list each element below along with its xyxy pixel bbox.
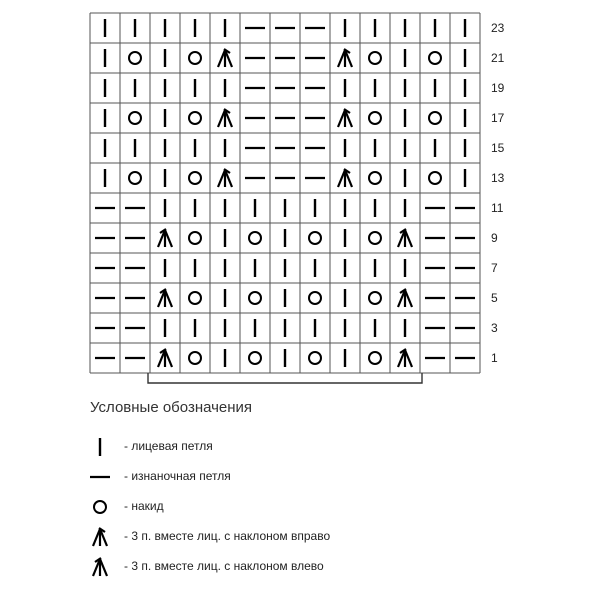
yarn-over-icon xyxy=(189,232,201,244)
row-number: 9 xyxy=(491,231,498,245)
row-number: 19 xyxy=(491,81,505,95)
row-number: 5 xyxy=(491,291,498,305)
k3tog-right-icon xyxy=(218,169,232,187)
k3tog-left-icon xyxy=(158,229,172,247)
row-number: 3 xyxy=(491,321,498,335)
k3tog-right-icon xyxy=(218,49,232,67)
row-number: 17 xyxy=(491,111,505,125)
repeat-bracket xyxy=(148,373,422,383)
purl-stitch-icon xyxy=(88,465,118,489)
knit-stitch-icon xyxy=(88,435,118,459)
yarn-over-icon xyxy=(249,352,261,364)
chart-row xyxy=(105,169,465,187)
yarn-over-icon xyxy=(189,172,201,184)
k3tog-right-icon xyxy=(338,49,352,67)
chart-row xyxy=(95,349,475,367)
yarn-over-icon xyxy=(429,52,441,64)
row-number: 7 xyxy=(491,261,498,275)
legend-title: Условные обозначения xyxy=(90,399,253,416)
row-number: 1 xyxy=(491,351,498,365)
yarn-over-icon xyxy=(429,112,441,124)
legend-text: - 3 п. вместе лиц. с наклоном вправо xyxy=(124,529,331,543)
k3tog-right-icon xyxy=(338,109,352,127)
yarn-over-icon xyxy=(129,112,141,124)
k3tog-right-icon xyxy=(338,169,352,187)
yarn-over-icon xyxy=(189,352,201,364)
k3tog-left-icon xyxy=(398,229,412,247)
yarn-over-icon xyxy=(189,52,201,64)
yarn-over-icon xyxy=(369,232,381,244)
legend-text: - накид xyxy=(124,499,164,513)
yarn-over-icon xyxy=(88,495,118,519)
row-number: 11 xyxy=(491,201,504,215)
yarn-over-icon xyxy=(129,52,141,64)
yarn-over-icon xyxy=(369,292,381,304)
legend-item xyxy=(88,495,508,519)
yarn-over-icon xyxy=(369,172,381,184)
yarn-over-icon xyxy=(309,352,321,364)
yarn-over-icon xyxy=(129,172,141,184)
yarn-over-icon xyxy=(189,292,201,304)
k3tog-left-icon xyxy=(158,289,172,307)
chart-row xyxy=(105,139,465,157)
yarn-over-icon xyxy=(309,232,321,244)
row-number: 13 xyxy=(491,171,505,185)
legend-text: - лицевая петля xyxy=(124,439,213,453)
row-number: 15 xyxy=(491,141,505,155)
k3tog-left-icon xyxy=(398,349,412,367)
legend-text: - изнаночная петля xyxy=(124,469,231,483)
yarn-over-icon xyxy=(249,232,261,244)
yarn-over-icon xyxy=(369,112,381,124)
yarn-over-icon xyxy=(369,52,381,64)
legend-item xyxy=(88,555,508,579)
yarn-over-icon xyxy=(429,172,441,184)
row-number: 23 xyxy=(491,21,505,35)
k3tog-right-icon xyxy=(88,525,118,549)
chart-row xyxy=(95,199,475,217)
chart-row xyxy=(95,259,475,277)
yarn-over-icon xyxy=(189,112,201,124)
k3tog-left-icon xyxy=(88,555,118,579)
legend-item xyxy=(88,435,508,459)
chart-row xyxy=(105,109,465,127)
yarn-over-icon xyxy=(309,292,321,304)
chart-row xyxy=(95,229,475,247)
k3tog-right-icon xyxy=(218,109,232,127)
legend-item xyxy=(88,465,508,489)
yarn-over-icon xyxy=(369,352,381,364)
yarn-over-icon xyxy=(249,292,261,304)
row-number: 21 xyxy=(491,51,505,65)
k3tog-left-icon xyxy=(158,349,172,367)
chart-row xyxy=(95,319,475,337)
chart-row xyxy=(105,19,465,37)
chart-row xyxy=(105,79,465,97)
chart-row xyxy=(105,49,465,67)
legend-text: - 3 п. вместе лиц. с наклоном влево xyxy=(124,559,324,573)
k3tog-left-icon xyxy=(398,289,412,307)
legend-item xyxy=(88,525,508,549)
chart-row xyxy=(95,289,475,307)
